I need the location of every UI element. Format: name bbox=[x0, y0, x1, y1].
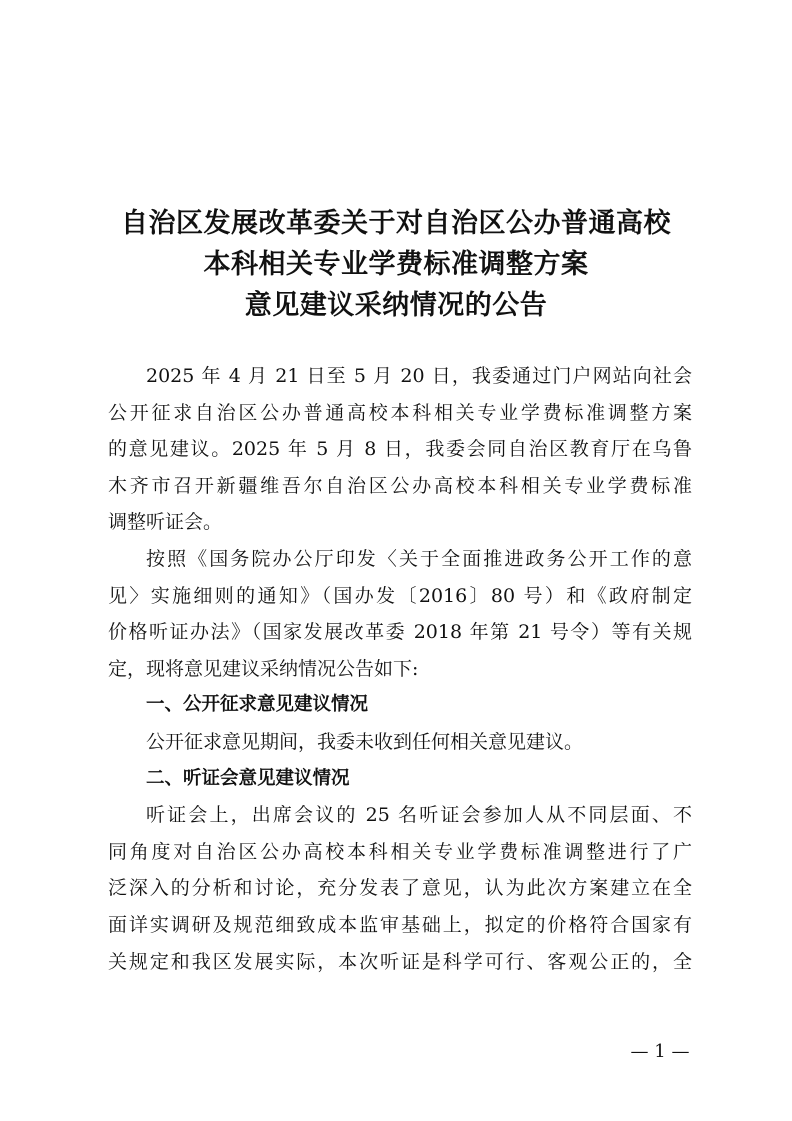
text-line: 的意见建议。2025 年 5 月 8 日，我委会同自治区教育厅在乌鲁 bbox=[108, 438, 692, 461]
text-line: 2025 年 4 月 21 日至 5 月 20 日，我委通过门户网站向社会 bbox=[146, 365, 692, 387]
text-line: 按照《国务院办公厅印发〈关于全面推进政务公开工作的意 bbox=[146, 547, 692, 570]
text-line: 定，现将意见建议采纳情况公告如下: bbox=[108, 657, 419, 680]
text-line: 泛深入的分析和讨论，充分发表了意见，认为此次方案建立在全 bbox=[108, 877, 692, 900]
text-line: 木齐市召开新疆维吾尔自治区公办高校本科相关专业学费标准 bbox=[108, 474, 692, 497]
title-line-3: 意见建议采纳情况的公告 bbox=[244, 290, 548, 321]
title-line-2: 本科相关专业学费标准调整方案 bbox=[203, 249, 589, 280]
page-number: — 1 — bbox=[630, 1041, 690, 1062]
title-line-1: 自治区发展改革委关于对自治区公办普通高校 bbox=[121, 208, 671, 239]
paragraph-public-comment bbox=[108, 724, 692, 761]
paragraph-intro bbox=[108, 358, 692, 541]
document-title bbox=[96, 203, 696, 326]
paragraph-hearing bbox=[108, 797, 692, 980]
text-line: 公开征求自治区公办普通高校本科相关专业学费标准调整方案 bbox=[108, 401, 692, 424]
text-line: 面详实调研及规范细致成本监审基础上，拟定的价格符合国家有 bbox=[108, 913, 692, 936]
text-line: 关规定和我区发展实际，本次听证是科学可行、客观公正的，全 bbox=[108, 950, 692, 973]
section-heading-2: 二、听证会意见建议情况 bbox=[146, 767, 350, 789]
document-body bbox=[108, 358, 692, 980]
text-line: 同角度对自治区公办高校本科相关专业学费标准调整进行了广 bbox=[108, 840, 692, 863]
paragraph-basis bbox=[108, 541, 692, 687]
section-heading-1: 一、公开征求意见建议情况 bbox=[146, 694, 369, 716]
text-line: 见〉实施细则的通知》（国办发〔2016〕80 号）和《政府制定 bbox=[108, 584, 692, 607]
text-line: 调整听证会。 bbox=[108, 511, 223, 534]
text-line: 价格听证办法》（国家发展改革委 2018 年第 21 号令）等有关规 bbox=[108, 621, 692, 644]
text-line: 公开征求意见期间，我委未收到任何相关意见建议。 bbox=[146, 730, 584, 753]
text-line: 听证会上，出席会议的 25 名听证会参加人从不同层面、不 bbox=[146, 804, 692, 827]
